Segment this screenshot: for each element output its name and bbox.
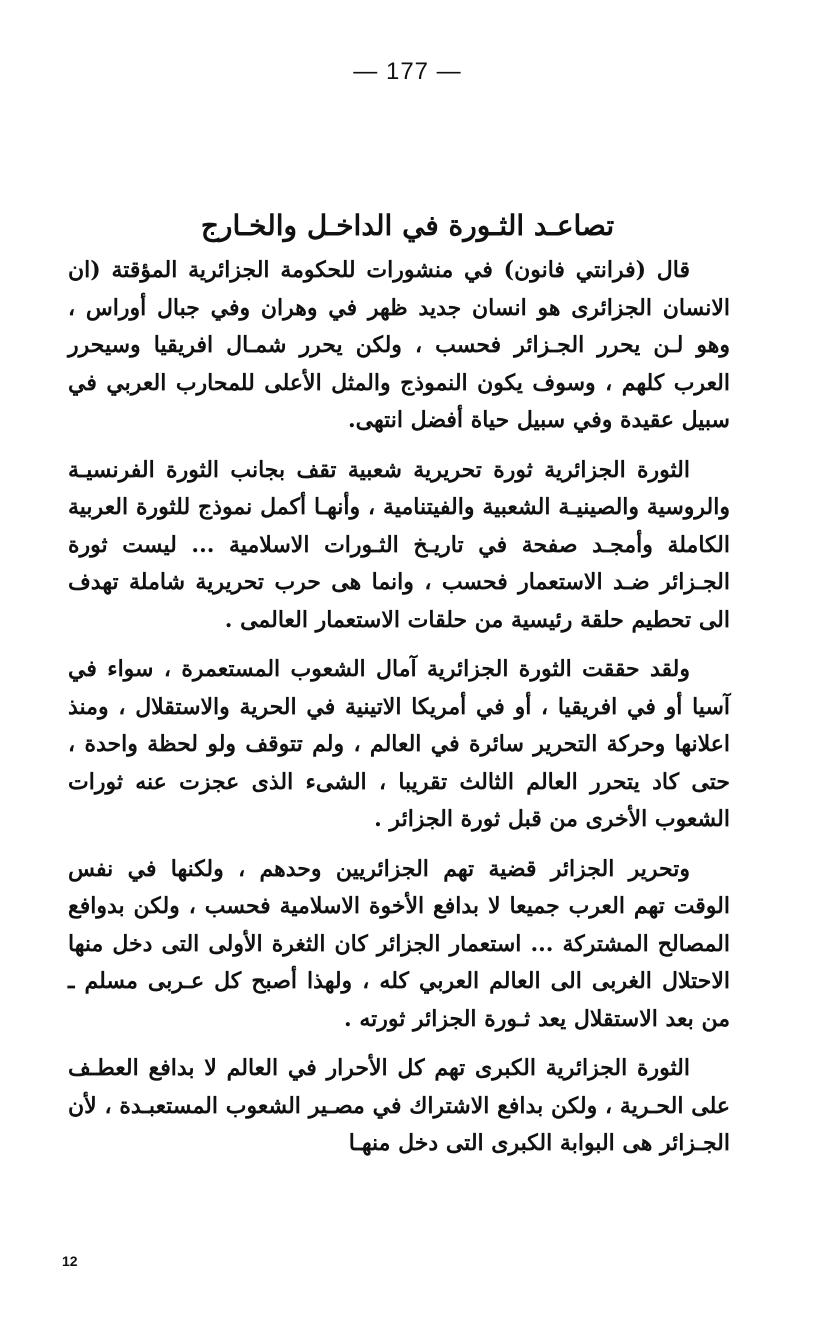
- signature-mark: 12: [62, 1253, 78, 1269]
- paragraph: الثورة الجزائرية الكبرى تهم كل الأحرار في العالم لا بدافع العطـف على الحـرية ، ولكن بدافع الاشتراك في مصـير الشعوب المستعبـدة ، لأن الجـزائر هى البوابة الكبرى التى دخل منهـا: [68, 1055, 730, 1156]
- page-number: — 177 —: [353, 58, 462, 85]
- paragraph: قال (فرانتي فانون) في منشورات للحكومة الجزائرية المؤقتة (ان الانسان الجزائرى هو انسان جديد ظهر في وهران وفي جبال أوراس ، وهو لـن يحرر الجـزائر فحسب ، ولكن يحرر شمـال افريقيا وسيحرر العرب كلهم ، وسوف يكون النموذج والمثل الأعلى للمحارب العربي في سبيل عقيدة وفي سبيل حياة أفضل انتهى.: [68, 257, 730, 433]
- body-text: [68, 252, 730, 1175]
- chapter-heading: تصاعـد الثـورة في الداخـل والخـارج: [200, 208, 615, 242]
- paragraph: الثورة الجزائرية ثورة تحريرية شعبية تقف بجانب الثورة الفرنسيـة والروسية والصينيـة الشعبية والفيتنامية ، وأنهـا أكمل نموذج للثورة العربية الكاملة وأمجـد صفحة في تاريـخ الثـورات الاسلامية ... ليست ثورة الجـزائر ضـد الاستعمار فحسب ، وانما هى حرب تحريرية شاملة تهدف الى تحطيم حلقة رئيسية من حلقات الاستعمار العالمى .: [68, 456, 730, 633]
- paragraph: وتحرير الجزائر قضية تهم الجزائريين وحدهم ، ولكنها في نفس الوقت تهم العرب جميعا لا بدافع الأخوة الاسلامية فحسب ، ولكن بدوافع المصالح المشتركة ... استعمار الجزائر كان الثغرة الأولى التى دخل منها الاحتلال الغربى الى العالم العربي كله ، ولهذا أصبح كل عـربى مسلم ـ من بعد الاستقلال يعد ثـورة الجزائر ثورته .: [68, 855, 730, 1032]
- paragraph: ولقد حققت الثورة الجزائرية آمال الشعوب المستعمرة ، سواء في آسيا أو في افريقيا ، أو في أمريكا الاتينية في الحرية والاستقلال ، ومنذ اعلانها وحركة التحرير سائرة في العالم ، ولم تتوقف ولو لحظة واحدة ، حتى كاد يتحرر العالم الثالث تقريبا ، الشىء الذى عجزت عنه ثورات الشعوب الأخرى من قبل ثورة الجزائر .: [68, 656, 730, 832]
